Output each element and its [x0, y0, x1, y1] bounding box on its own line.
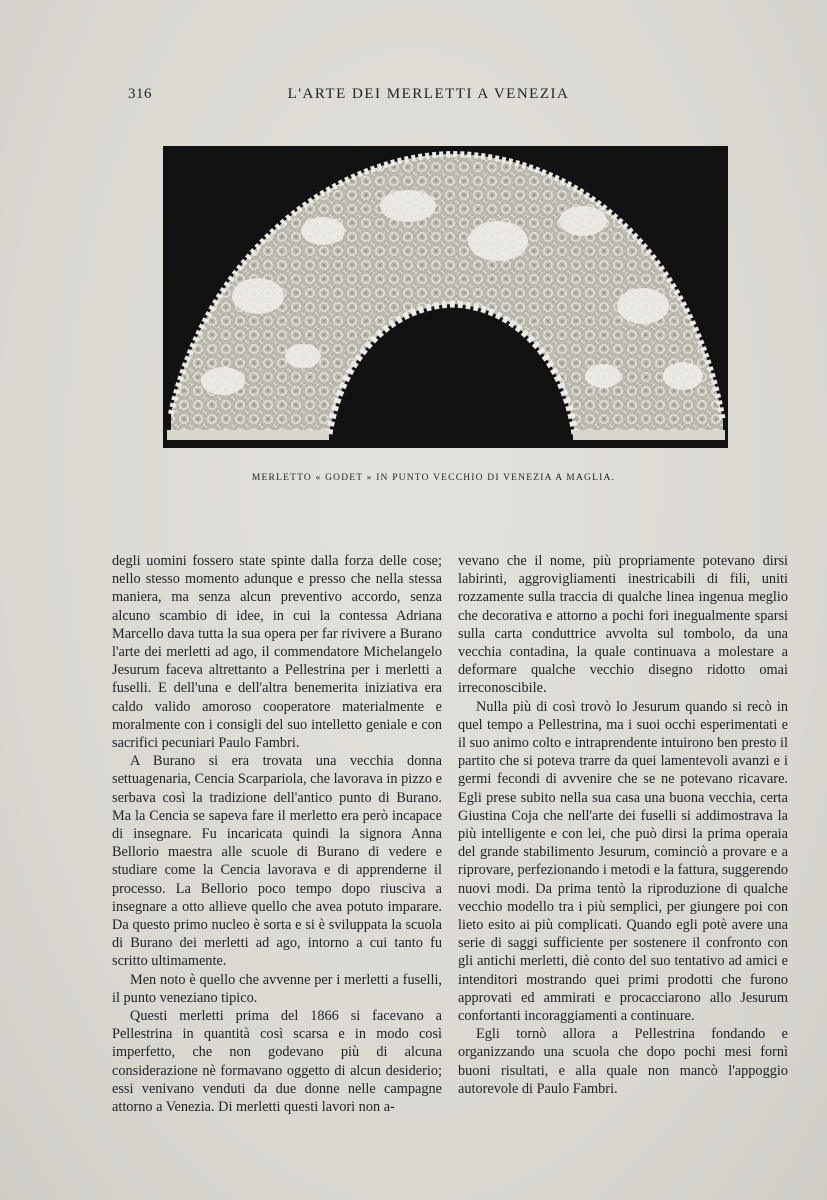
text-column-right: [458, 552, 788, 1098]
paragraph: degli uomini fossero state spinte dalla forza delle cose; nello stesso momento adunque e presso che nella stessa maniera, ma senza alcun preventivo accordo, senza alcuno scambio di idee, in cui la contessa Adriana Marcello dava tutta la sua opera per far rivivere a Burano l'arte dei merletti ad ago, il commendatore Michelangelo Jesurum faceva altrettanto a Pellestrina per i merletti a fuselli. E dell'una e dell'altra benemerita iniziativa era caldo valido amoroso cooperatore materialmente e moralmente con i consigli del suo intelletto geniale e con sacrifici pecuniari Paulo Fambri.: [112, 553, 442, 752]
paragraph: A Burano si era trovata una vecchia donna settuagenaria, Cencia Scarpariola, che lavorava in pizzo e serbava così la tradizione dell'antico punto di Burano. Ma la Cencia se sapeva fare il merletto era però incapace di insegnare. Fu incaricata quindi la signora Anna Bellorio maestra alle scuole di Burano di vedere e studiare come la Cencia lavorava e di apprenderne il processo. La Bellorio poco tempo dopo riusciva a insegnare a otto allieve quello che avea potuto imparare. Da questo primo nucleo è sorta e si è sviluppata la scuola di Burano dei merletti ad ago, intorno a cui tanto fu scritto ultimamente.: [112, 753, 442, 970]
running-title: L'ARTE DEI MERLETTI A VENEZIA: [287, 86, 570, 102]
paragraph: Nulla più di così trovò lo Jesurum quando si recò in quel tempo a Pellestrina, ma i suoi occhi esperimentati e il suo animo colto e intraprendente intuirono ben presto il partito che si poteva trarre da quei lamentevoli avanzi e i germi fecondi di avvenire che se ne potevano ricavare. Egli prese subito nella sua casa una buona vecchia, certa Giustina Coja che nell'arte dei fuselli si addimostrava la più intelligente e con lei, che può dirsi la prima operaia del grande stabilimento Jesurum, cominciò a provare e a riprovare, perfezionando i metodi e la fattura, suggerendo nuovi modi. Da prima tentò la riproduzione di qualche vecchio modello tra i più semplici, per giungere poi con lieto esito ai più complicati. Quando egli potè avere una serie di saggi sufficiente per sostenere il confronto con gli antichi merletti, diè conto del suo tentativo ad amici e intenditori mostrando quei primi prodotti che furono approvati ed ammirati e procacciarono allo Jesurum confortanti incoraggiamenti a continuare.: [458, 698, 788, 1025]
paragraph: Egli tornò allora a Pellestrina fondando e organizzando una scuola che dopo pochi mesi fornì buoni risultati, e alla quale non mancò l'appoggio autorevole di Paulo Fambri.: [458, 1026, 788, 1097]
paragraph: Men noto è quello che avvenne per i merletti a fuselli, il punto veneziano tipico.: [112, 971, 442, 1006]
page-number: 316: [128, 86, 152, 102]
figure-caption: MERLETTO « GODET » IN PUNTO VECCHIO DI VENEZIA A MAGLIA.: [251, 473, 616, 483]
paragraph: vevano che il nome, più propriamente potevano dirsi labirinti, aggrovigliamenti inestricabili di fili, uniti rozzamente sulla traccia di qualche linea ingenua meglio che decorativa e attorno a pochi fori inegualmente sparsi sulla carta conduttrice avvolta sul tombolo, da una vecchia contadina, la quale continuava a molestare a deformare qualche vecchio disegno ridotto omai irreconoscibile.: [458, 553, 788, 697]
paragraph: Questi merletti prima del 1866 si facevano a Pellestrina in quantità così scarsa e in modo così imperfetto, che non godevano più di alcuna considerazione nè formavano oggetto di alcun desiderio; essi venivano venduti da due donne nelle campagne attorno a Venezia. Di merletti questi lavori non a-: [112, 1008, 442, 1116]
lace-fan-icon: [163, 146, 728, 448]
lace-fan-photograph: [163, 146, 728, 448]
text-column-left: [112, 552, 442, 1116]
